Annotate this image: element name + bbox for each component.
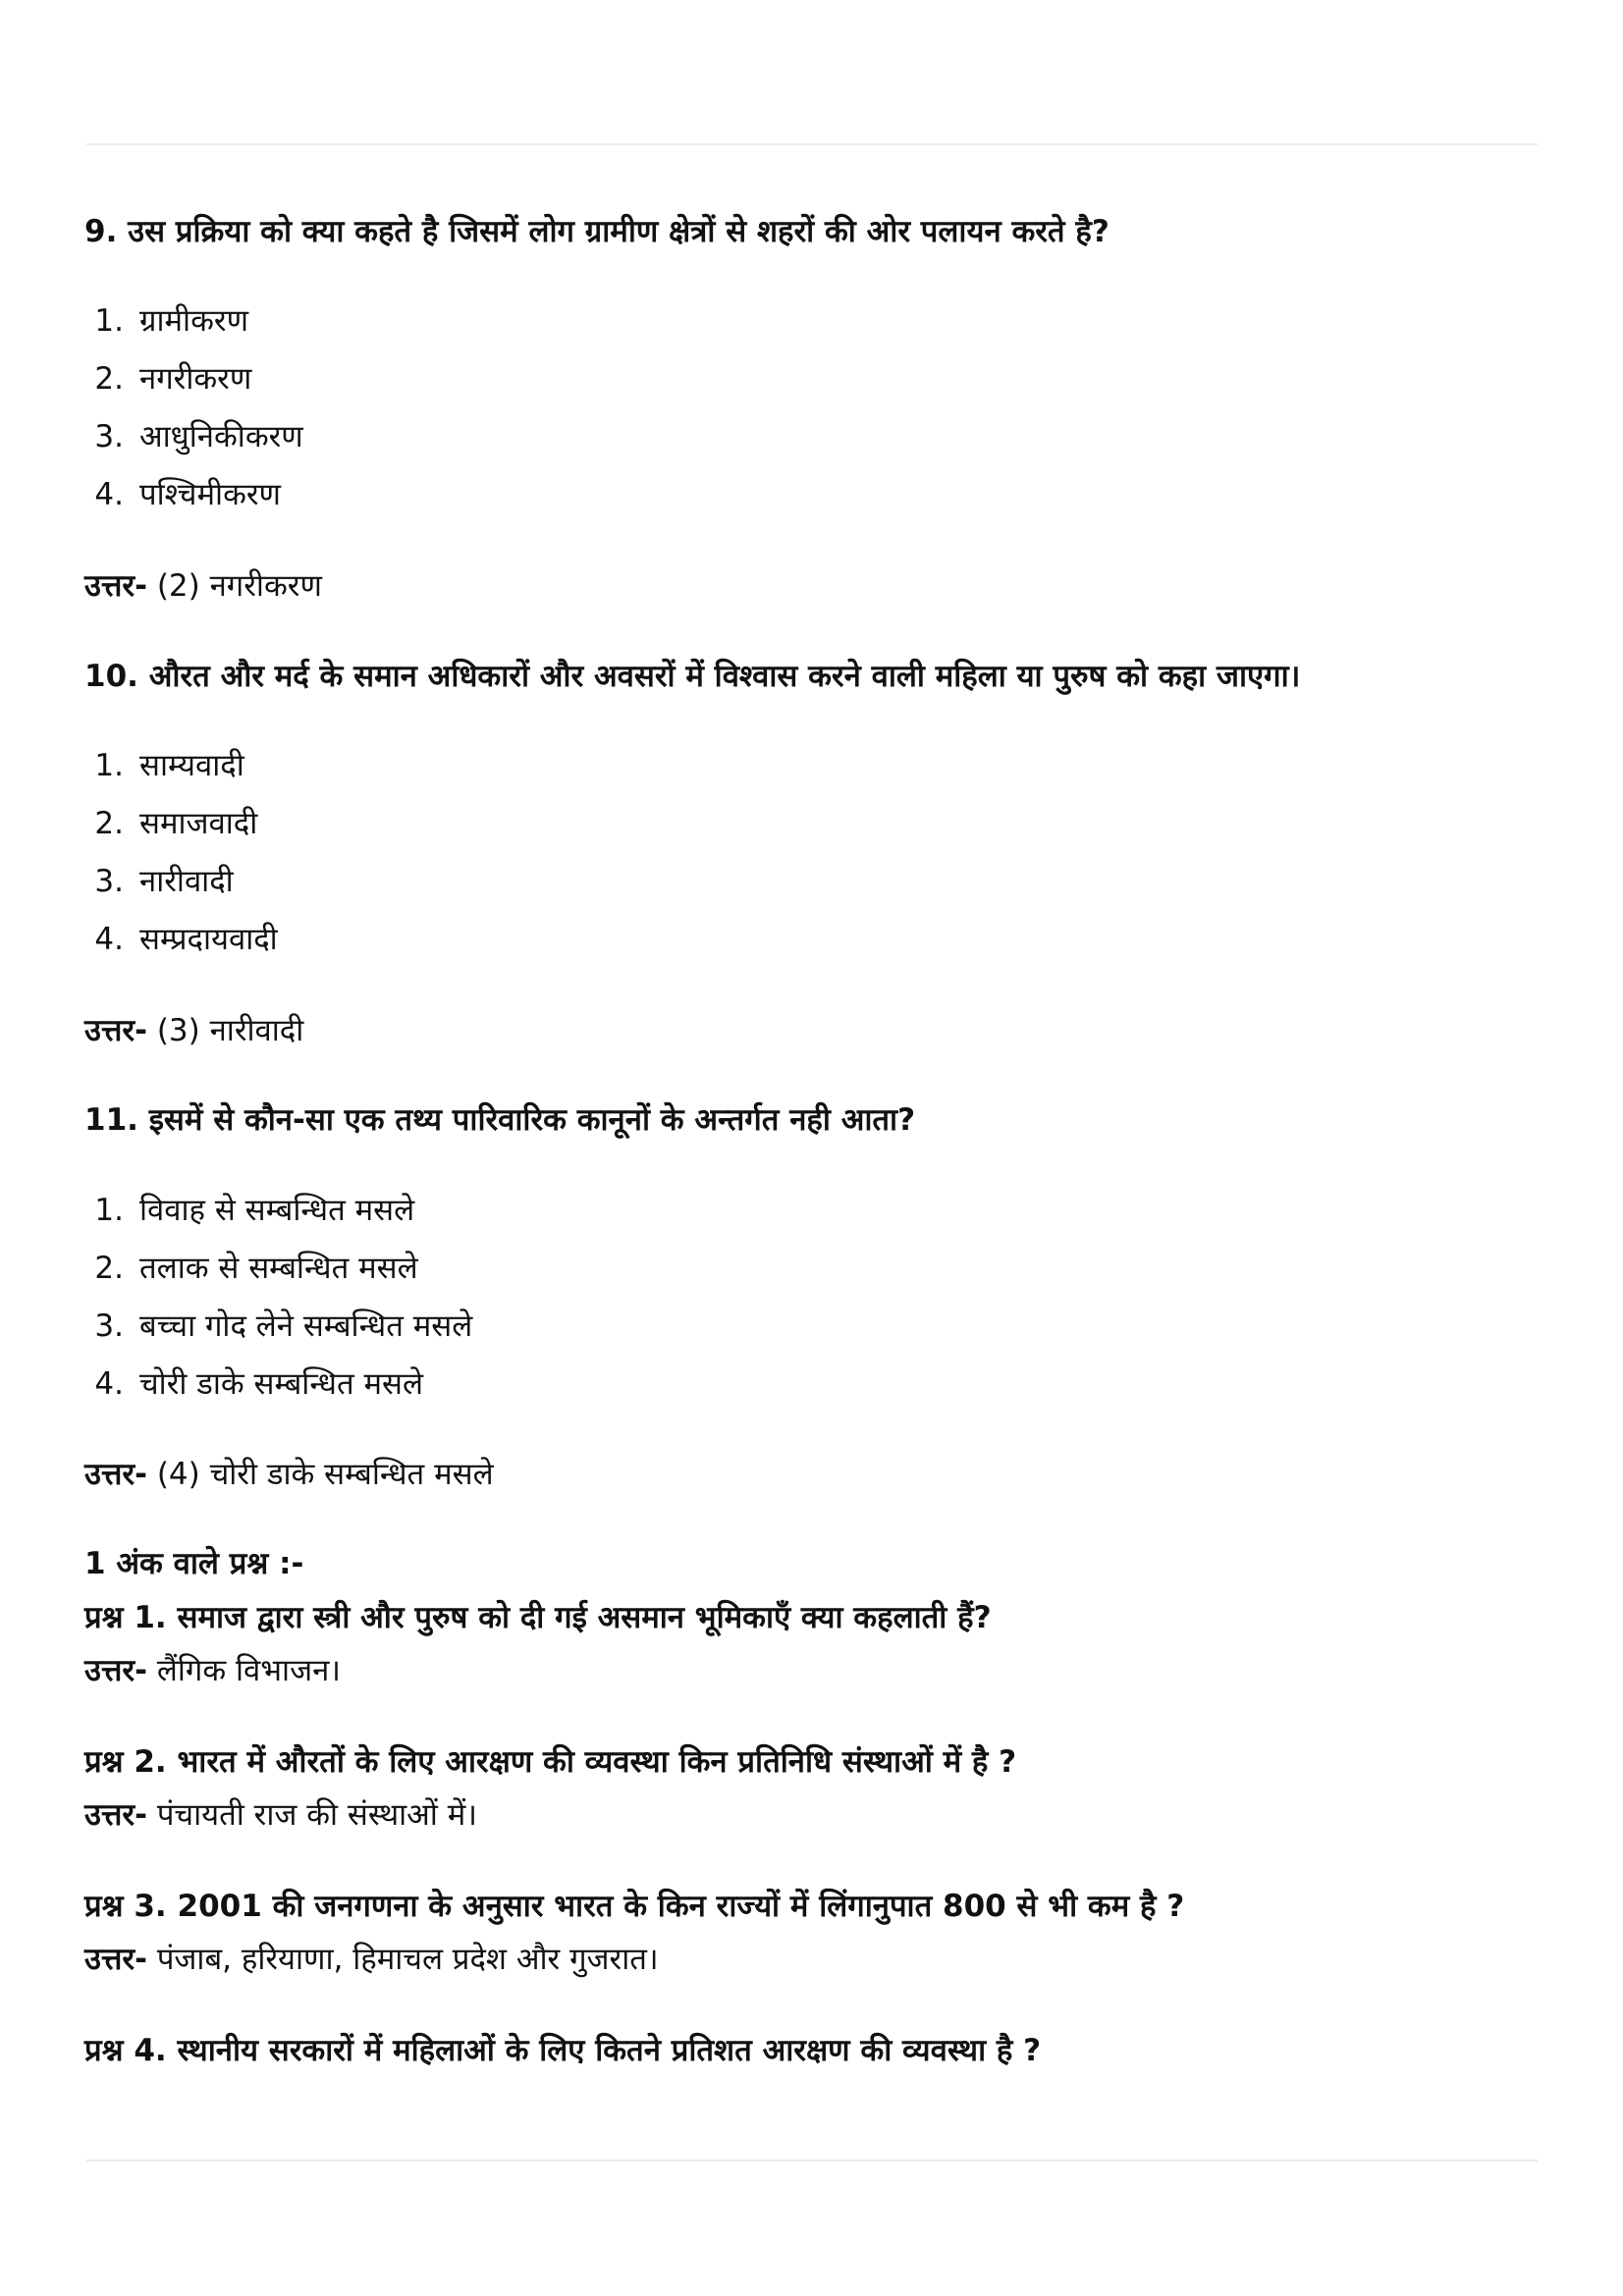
option-item xyxy=(84,804,257,843)
option-number: 2. xyxy=(94,361,124,397)
top-divider xyxy=(86,143,1538,145)
question-label: प्रश्न 1. xyxy=(84,1600,167,1635)
short-answer-3 xyxy=(84,1940,659,1979)
option-number: 3. xyxy=(94,864,124,899)
option-text: तलाक से सम्बन्धित मसले xyxy=(139,1251,418,1286)
option-item xyxy=(84,1364,423,1404)
answer-label: उत्तर- xyxy=(84,1457,147,1492)
option-item xyxy=(84,1307,472,1346)
option-number: 3. xyxy=(94,419,124,454)
answer-label: उत्तर- xyxy=(84,568,147,604)
option-number: 4. xyxy=(94,1366,124,1402)
option-number: 2. xyxy=(94,806,124,841)
option-number: 1. xyxy=(94,1193,124,1228)
answer-text: (3) नारीवादी xyxy=(146,1013,304,1048)
option-number: 3. xyxy=(94,1308,124,1344)
option-number: 1. xyxy=(94,748,124,783)
option-text: विवाह से सम्बन्धित मसले xyxy=(139,1193,415,1228)
answer-11 xyxy=(84,1455,494,1494)
section-heading: 1 अंक वाले प्रश्न :- xyxy=(84,1546,304,1581)
answer-text: (4) चोरी डाके सम्बन्धित मसले xyxy=(146,1457,494,1492)
option-item xyxy=(84,746,244,785)
short-question-1 xyxy=(84,1598,992,1637)
answer-label: उत्तर- xyxy=(84,1942,147,1977)
short-question-3 xyxy=(84,1887,1184,1926)
option-item xyxy=(84,301,248,341)
answer-text: पंजाब, हरियाणा, हिमाचल प्रदेश और गुजरात। xyxy=(146,1942,659,1977)
option-text: ग्रामीकरण xyxy=(139,303,248,339)
answer-label: उत्तर- xyxy=(84,1013,147,1048)
short-question-4 xyxy=(84,2031,1041,2070)
question-text: समाज द्वारा स्त्री और पुरुष को दी गई असमान भूमिकाएँ क्या कहलाती हैं? xyxy=(166,1600,992,1635)
option-item xyxy=(84,920,278,959)
option-item xyxy=(84,1249,418,1288)
question-text: स्थानीय सरकारों में महिलाओं के लिए कितने प्रतिशत आरक्षण की व्यवस्था है ? xyxy=(166,2033,1042,2068)
option-number: 4. xyxy=(94,477,124,512)
option-text: समाजवादी xyxy=(139,806,258,841)
question-10: 10. औरत और मर्द के समान अधिकारों और अवसरों में विश्वास करने वाली महिला या पुरुष को कहा जाएगा। xyxy=(84,659,1301,694)
option-item xyxy=(84,1191,414,1230)
answer-label: उत्तर- xyxy=(84,1653,147,1688)
option-item xyxy=(84,417,303,456)
answer-10 xyxy=(84,1011,303,1050)
option-item xyxy=(84,359,251,399)
answer-label: उत्तर- xyxy=(84,1797,147,1833)
option-number: 4. xyxy=(94,922,124,957)
short-answer-2 xyxy=(84,1795,477,1835)
bottom-divider xyxy=(86,2160,1538,2162)
option-number: 2. xyxy=(94,1251,124,1286)
question-9: 9. उस प्रक्रिया को क्या कहते है जिसमें लोग ग्रामीण क्षेत्रों से शहरों की ओर पलायन करते है? xyxy=(84,214,1109,249)
question-11: 11. इसमें से कौन-सा एक तथ्य पारिवारिक कानूनों के अन्तर्गत नही आता? xyxy=(84,1102,916,1138)
question-text: 2001 की जनगणना के अनुसार भारत के किन राज्यों में लिंगानुपात 800 से भी कम है ? xyxy=(166,1889,1185,1924)
option-text: पश्चिमीकरण xyxy=(139,477,281,512)
option-text: सम्प्रदायवादी xyxy=(139,922,278,957)
option-text: बच्चा गोद लेने सम्बन्धित मसले xyxy=(139,1308,473,1344)
option-text: नगरीकरण xyxy=(139,361,252,397)
question-label: प्रश्न 4. xyxy=(84,2033,167,2068)
option-text: चोरी डाके सम्बन्धित मसले xyxy=(139,1366,424,1402)
answer-text: (2) नगरीकरण xyxy=(146,568,322,604)
answer-text: लैंगिक विभाजन। xyxy=(146,1653,342,1688)
question-label: प्रश्न 3. xyxy=(84,1889,167,1924)
question-text: भारत में औरतों के लिए आरक्षण की व्यवस्था किन प्रतिनिधि संस्थाओं में है ? xyxy=(166,1744,1017,1780)
answer-text: पंचायती राज की संस्थाओं में। xyxy=(146,1797,477,1833)
answer-9 xyxy=(84,566,322,606)
option-number: 1. xyxy=(94,303,124,339)
option-item xyxy=(84,862,234,901)
option-text: आधुनिकीकरण xyxy=(139,419,303,454)
option-text: साम्यवादी xyxy=(139,748,244,783)
option-item xyxy=(84,475,281,514)
option-text: नारीवादी xyxy=(139,864,234,899)
short-question-2 xyxy=(84,1742,1016,1782)
question-label: प्रश्न 2. xyxy=(84,1744,167,1780)
short-answer-1 xyxy=(84,1651,341,1690)
